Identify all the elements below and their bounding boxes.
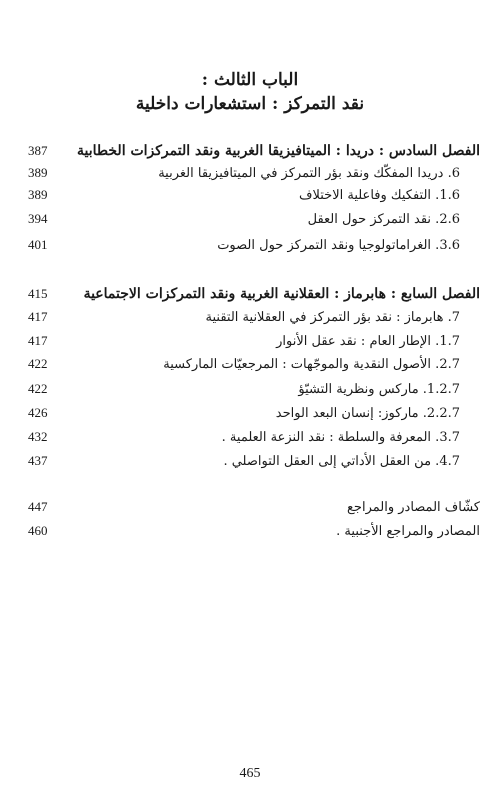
toc-entry-page: 447 (28, 499, 48, 514)
toc-back-matter-entry (28, 520, 480, 542)
toc-entry (28, 330, 480, 352)
toc-entry (28, 306, 480, 328)
toc-entry-title: 2.2.7. ماركوز: إنسان البعد الواحد (275, 405, 460, 421)
toc-entry-title: 2.6. نقد التمركز حول العقل (307, 211, 460, 227)
toc-entry-title: 1.6. التفكيك وفاعلية الاختلاف (299, 187, 460, 203)
toc-entry (28, 208, 480, 230)
toc-entry-title: 3.7. المعرفة والسلطة : نقد النزعة العلمية . (221, 429, 460, 445)
toc-entry-title: كشّاف المصادر والمراجع (347, 499, 480, 515)
toc-chapter-7 (28, 283, 480, 305)
part-heading-line2: نقد التمركز : استشعارات داخلية (135, 94, 365, 114)
toc-entry (28, 378, 480, 400)
toc-entry-page: 460 (28, 523, 48, 538)
toc-entry-page: 401 (28, 237, 48, 252)
toc-entry-page: 422 (28, 381, 48, 396)
toc-entry (28, 450, 480, 472)
toc-entry-page: 389 (28, 165, 48, 180)
toc-entry-page: 417 (28, 309, 48, 324)
toc-entry-page: 426 (28, 405, 48, 420)
toc-entry-page: 432 (28, 429, 48, 444)
toc-entry (28, 426, 480, 448)
part-heading-line1: الباب الثالث : (201, 70, 299, 90)
toc-entry (28, 402, 480, 424)
toc-entry-page: 394 (28, 211, 48, 226)
toc-entry (28, 184, 480, 206)
toc-entry-title: الفصل السادس : دريدا : الميتافيزيقا الغربية ونقد التمركزات الخطابية (77, 143, 480, 159)
toc-entry-title: 1.7. الإطار العام : نقد عقل الأنوار (276, 333, 460, 349)
toc-entry-title: 2.7. الأصول النقدية والموجّهات : المرجعيّات الماركسية (163, 356, 460, 372)
toc-entry-page: 387 (28, 143, 48, 158)
toc-entry (28, 162, 480, 184)
toc-entry-title: 7. هابرماز : نقد بؤر التمركز في العقلانية التقنية (205, 309, 460, 325)
toc-entry (28, 234, 480, 256)
toc-entry-page: 415 (28, 286, 48, 301)
toc-entry-title: 6. دريدا المفكّك ونقد بؤر التمركز في الميتافيزيقا الغربية (158, 165, 460, 181)
toc-entry-page: 389 (28, 187, 48, 202)
page-number: 465 (239, 766, 261, 781)
toc-entry-page: 417 (28, 333, 48, 348)
toc-entry-title: 4.7. من العقل الأداتي إلى العقل التواصلي . (223, 453, 460, 469)
toc-entry-title: الفصل السابع : هابرماز : العقلانية الغربية ونقد التمركزات الاجتماعية (83, 286, 480, 302)
toc-entry-page: 422 (28, 356, 48, 371)
toc-chapter-6 (28, 140, 480, 162)
toc-back-matter-entry (28, 496, 480, 518)
toc-entry-title: 3.6. الغراماتولوجيا ونقد التمركز حول الصوت (217, 237, 460, 253)
toc-entry-page: 437 (28, 453, 48, 468)
toc-entry-title: المصادر والمراجع الأجنبية . (336, 523, 480, 539)
toc-entry-title: 1.2.7. ماركس ونظرية التشيّؤ (298, 381, 460, 397)
toc-entry (28, 353, 480, 375)
